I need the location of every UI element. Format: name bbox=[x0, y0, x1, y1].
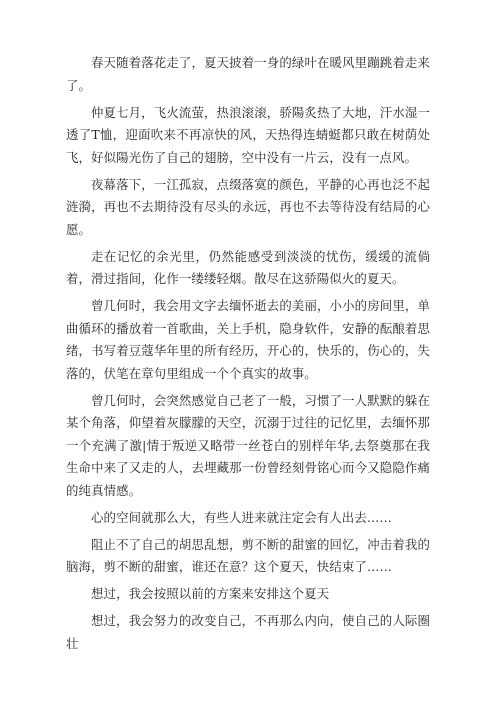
paragraph-6: 曾几何时，会突然感觉自己老了一般，习惯了一人默默的躲在某个角落，仰望着灰朦朦的天空，沉溺于过往的记忆里，去缅怀那一个充满了激|情于叛逆又略带一丝苍白的别样年华,去祭奠那在我生命中来了又走的人，去埋藏那一份曾经刻骨铭心而今又隐隐作痛的纯真情感。 bbox=[66, 392, 430, 498]
essay-body bbox=[66, 52, 430, 660]
paragraph-4: 走在记忆的余光里，仍然能感受到淡淡的忧伤，缓缓的流倘着，滑过指间，化作一缕缕轻烟。散尽在这骄陽似火的夏天。 bbox=[66, 248, 430, 286]
paragraph-7: 心的空间就那么大，有些人进来就注定会有人出去…… bbox=[91, 509, 392, 525]
paragraph-9: 想过，我会按照以前的方案来安排这个夏天 bbox=[91, 586, 330, 601]
paragraph-1: 春天随着落花走了，夏天披着一身的绿叶在暖风里蹦跳着走来了。 bbox=[66, 55, 430, 93]
paragraph-5: 曾几何时，我会用文字去缅怀逝去的美丽，小小的房间里，单曲循环的播放着一首歌曲，关上手机，隐身软件，安静的酝酿着思绪，书写着豆蔻华年里的所有经历，开心的，快乐的，伤心的，失落的，伏笔在章句里组成一个个真实的故事。 bbox=[66, 298, 430, 381]
paragraph-2: 仲夏七月，飞火流萤，热浪滚滚，骄陽炙热了大地，汗水湿一透了T恤，迎面吹来不再凉快的风，天热得连蜻蜓都只敢在树荫处飞，好似陽光伤了自己的翅膀，空中没有一片云，没有一点风。 bbox=[66, 104, 430, 165]
paragraph-3: 夜幕落下，一江孤寂，点缀落寞的颜色，平静的心再也泛不起涟漪，再也不去期待没有尽头的永远，再也不去等待没有结局的心愿。 bbox=[66, 176, 430, 237]
paragraph-8: 阻止不了自己的胡思乱想，剪不断的甜蜜的回忆，冲击着我的脑海，剪不断的甜蜜，谁还在意？这个夏天，快结束了…… bbox=[66, 536, 430, 574]
paragraph-10: 想过，我会努力的改变自己，不再那么内向，使自己的人际圈壮 bbox=[66, 613, 430, 651]
